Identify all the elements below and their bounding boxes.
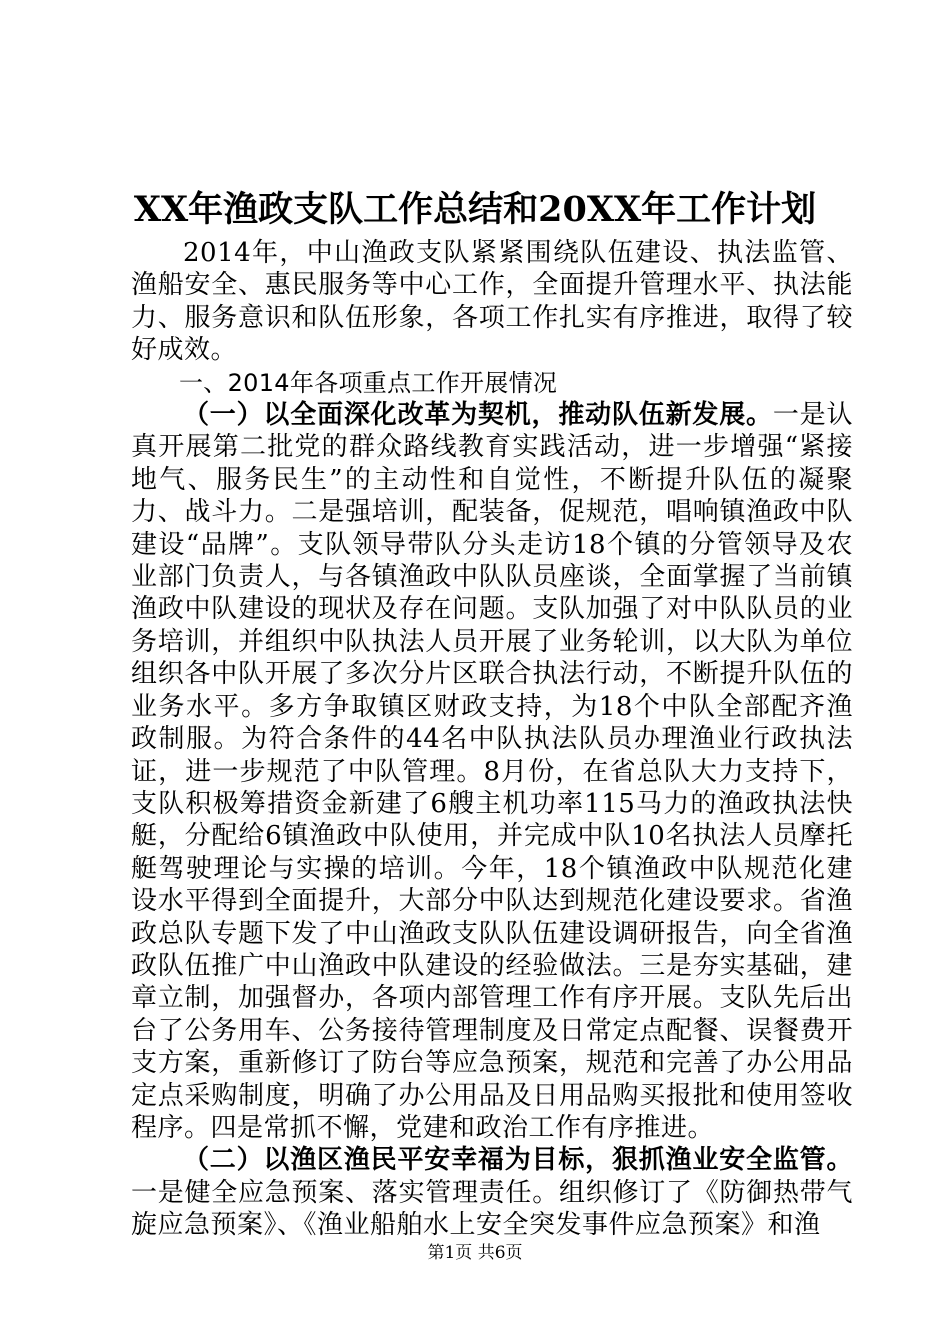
part-two-text: 一是健全应急预案、落实管理责任。组织修订了《防御热带气旋应急预案》、《渔业船舶水上安全突发事件应急预案》和渔 [131, 1177, 853, 1241]
document-title: XX年渔政支队工作总结和20XX年工作计划 [133, 189, 817, 230]
part-one-text: 一是认真开展第二批党的群众路线教育实践活动，进一步增强“紧接地气、服务民生”的主动性和自觉性，不断提升队伍的凝聚力、战斗力。二是强培训，配装备，促规范，唱响镇渔政中队建设“品牌”。支队领导带队分头走访18个镇的分管领导及农业部门负责人，与各镇渔政中队队员座谈，全面掌握了当前镇渔政中队建设的现状及存在问题。支队加强了对中队队员的业务培训，并组织中队执法人员开展了业务轮训，以大队为单位组织各中队开展了多次分片区联合执法行动，不断提升队伍的业务水平。多方争取镇区财政支持，为18个中队全部配齐渔政制服。为符合条件的44名中队执法队员办理渔业行政执法证，进一步规范了中队管理。8月份，在省总队大力支持下，支队积极筹措资金新建了6艘主机功率115马力的渔政执法快艇，分配给6镇渔政中队使用，并完成中队10名执法人员摩托艇驾驶理论与实操的培训。今年，18个镇渔政中队规范化建设水平得到全面提升，大部分中队达到规范化建设要求。省渔政总队专题下发了中山渔政支队队伍建设调研报告，向全省渔政队伍推广中山渔政中队建设的经验做法。三是夯实基础，建章立制，加强督办，各项内部管理工作有序开展。支队先后出台了公务用车、公务接待管理制度及日常定点配餐、误餐费开支方案，重新修订了防台等应急预案，规范和完善了办公用品定点采购制度，明确了办公用品及日用品购买报批和使用签收程序。四是常抓不懈，党建和政治工作有序推进。 [131, 400, 853, 1143]
part-two-paragraph [131, 1144, 853, 1241]
intro-paragraph: 2014年，中山渔政支队紧紧围绕队伍建设、执法监管、渔船安全、惠民服务等中心工作，全面提升管理水平、执法能力、服务意识和队伍形象，各项工作扎实有序推进，取得了较好成效。 [131, 238, 853, 366]
page-number-footer: 第1页 共6页 [427, 1243, 523, 1263]
part-two-lead: （二）以渔区渔民平安幸福为目标，狠抓渔业安全监管。 [183, 1145, 853, 1176]
section-heading: 一、2014年各项重点工作开展情况 [179, 368, 558, 397]
part-one-paragraph [131, 399, 853, 1144]
part-one-lead: （一）以全面深化改革为契机，推动队伍新发展。 [183, 400, 773, 431]
document-body [131, 237, 853, 1241]
